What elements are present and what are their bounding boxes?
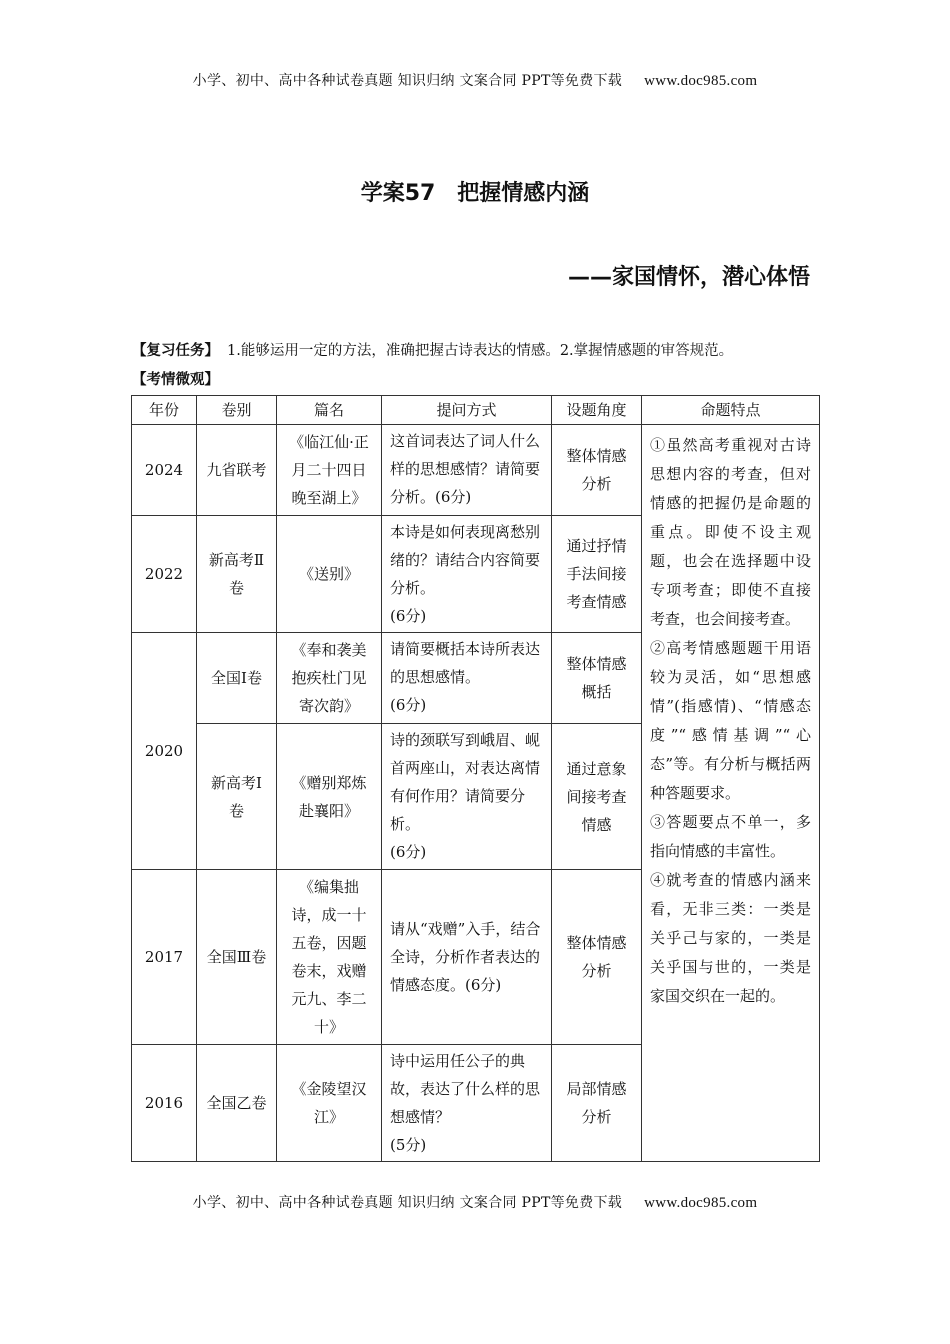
- cell-year: 2022: [132, 516, 197, 633]
- cell-question: 诗中运用任公子的典故，表达了什么样的思想感情？ (5分): [382, 1045, 552, 1162]
- cell-year: 2017: [132, 870, 197, 1045]
- cell-paper: 九省联考: [197, 425, 277, 516]
- cell-year: 2024: [132, 425, 197, 516]
- header-title: 篇名: [277, 396, 382, 425]
- cell-angle: 整体情感分析: [552, 870, 642, 1045]
- cell-angle: 局部情感分析: [552, 1045, 642, 1162]
- feature-item: ①虽然高考重视对古诗思想内容的考查，但对情感的把握仍是命题的重点。即使不设主观题，也会在选择题中设专项考查；即使不直接考查，也会间接考查。: [650, 436, 811, 628]
- table-row: [132, 425, 820, 516]
- page-title: 学案57 把握情感内涵: [360, 181, 590, 206]
- cell-year: 2020: [132, 633, 197, 870]
- cell-title: 《奉和袭美抱疾杜门见寄次韵》: [277, 633, 382, 724]
- footer-url[interactable]: www.doc985.com: [644, 1195, 758, 1211]
- cell-question: 请从“戏赠”入手，结合全诗，分析作者表达的情感态度。(6分): [382, 870, 552, 1045]
- header-url[interactable]: www.doc985.com: [644, 73, 758, 89]
- feature-item: ③答题要点不单一，多指向情感的丰富性。: [650, 813, 811, 860]
- header-paper: 卷别: [197, 396, 277, 425]
- cell-question: 这首词表达了词人什么样的思想感情？请简要分析。(6分): [382, 425, 552, 516]
- review-task-label: 【复习任务】: [132, 343, 219, 359]
- header-features: 命题特点: [642, 396, 820, 425]
- page-subtitle: ——家国情怀，潜心体悟: [567, 265, 810, 290]
- page-header: [0, 70, 950, 90]
- cell-title: 《临江仙·正月二十四日晚至湖上》: [277, 425, 382, 516]
- cell-title: 《赠别郑炼赴襄阳》: [277, 724, 382, 870]
- cell-paper: 全国Ⅲ卷: [197, 870, 277, 1045]
- page-footer: [0, 1192, 950, 1212]
- review-task: [132, 339, 822, 360]
- exam-overview-label: 【考情微观】: [132, 372, 219, 388]
- cell-question: 诗的颈联写到峨眉、岘首两座山，对表达离情有何作用？请简要分析。 (6分): [382, 724, 552, 870]
- cell-angle: 整体情感概括: [552, 633, 642, 724]
- cell-paper: 新高考Ⅰ卷: [197, 724, 277, 870]
- header-question: 提问方式: [382, 396, 552, 425]
- header-text: 小学、初中、高中各种试卷真题 知识归纳 文案合同 PPT等免费下载: [192, 73, 623, 89]
- exam-analysis-table: [131, 395, 820, 1162]
- cell-question: 请简要概括本诗所表达的思想感情。 (6分): [382, 633, 552, 724]
- cell-angle: 整体情感分析: [552, 425, 642, 516]
- cell-angle: 通过抒情手法间接考查情感: [552, 516, 642, 633]
- review-task-text: 1.能够运用一定的方法，准确把握古诗表达的情感。2.掌握情感题的审答规范。: [227, 343, 734, 359]
- table-header-row: [132, 396, 820, 425]
- feature-item: ④就考查的情感内涵来看，无非三类：一类是关乎己与家的，一类是关乎国与世的，一类是家国交织在一起的。: [650, 871, 811, 1005]
- cell-paper: 全国Ⅰ卷: [197, 633, 277, 724]
- cell-title: 《送别》: [277, 516, 382, 633]
- header-angle: 设题角度: [552, 396, 642, 425]
- cell-question: 本诗是如何表现离愁别绪的？请结合内容简要分析。 (6分): [382, 516, 552, 633]
- feature-item: ②高考情感题题干用语较为灵活，如“思想感情”(指感情)、“情感态度”“感情基调”“心态”等。有分析与概括两种答题要求。: [650, 639, 811, 802]
- cell-features: [642, 425, 820, 1162]
- cell-angle: 通过意象间接考查情感: [552, 724, 642, 870]
- header-year: 年份: [132, 396, 197, 425]
- cell-title: 《金陵望汉江》: [277, 1045, 382, 1162]
- cell-paper: 全国乙卷: [197, 1045, 277, 1162]
- footer-text: 小学、初中、高中各种试卷真题 知识归纳 文案合同 PPT等免费下载: [192, 1195, 623, 1211]
- cell-year: 2016: [132, 1045, 197, 1162]
- cell-title: 《编集拙诗，成一十五卷，因题卷末，戏赠元九、李二十》: [277, 870, 382, 1045]
- cell-paper: 新高考Ⅱ卷: [197, 516, 277, 633]
